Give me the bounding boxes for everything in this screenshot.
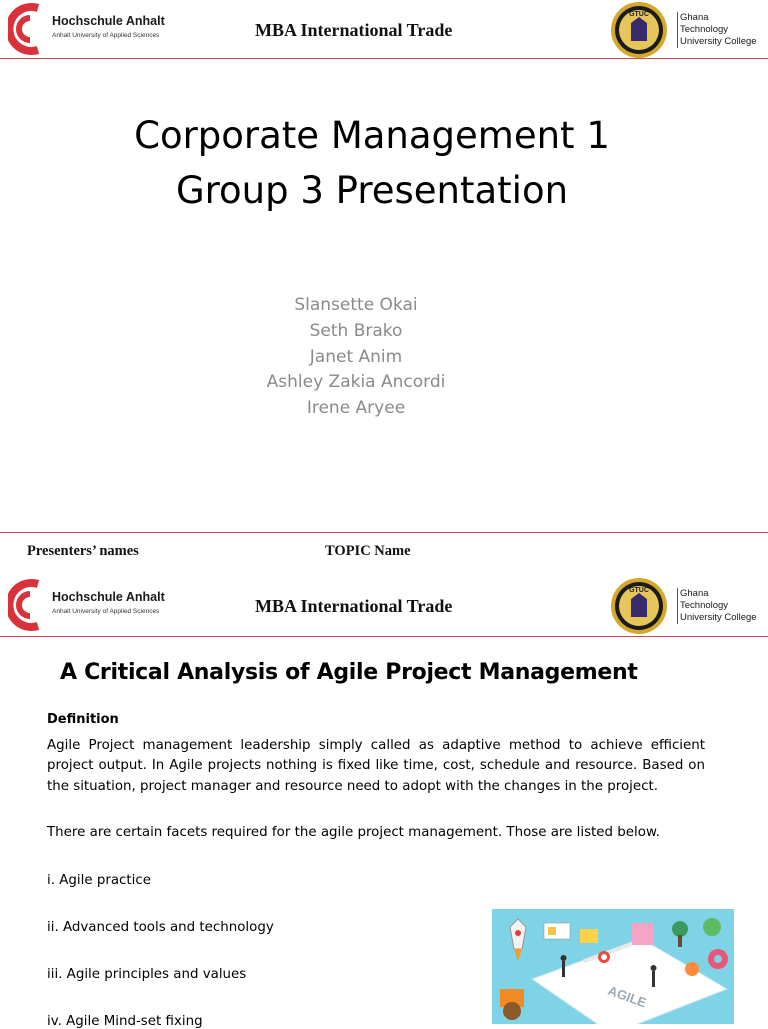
presenter-name: Slansette Okai — [294, 295, 418, 315]
hochschule-anhalt-mark-icon — [8, 578, 44, 632]
gtuc-seal-label: GTUC — [629, 587, 649, 594]
header-divider — [0, 58, 768, 59]
program-title: MBA International Trade — [255, 596, 453, 616]
institution-subtitle: Anhalt University of Applied Sciences — [52, 32, 160, 39]
gtuc-seal-icon — [610, 577, 668, 635]
presenter-name: Irene Aryee — [306, 398, 406, 419]
facet-item: iv. Agile Mind-set fixing — [47, 1014, 203, 1029]
partner-name-line: Ghana — [680, 588, 709, 599]
institution-subtitle: Anhalt University of Applied Sciences — [52, 608, 160, 615]
partner-name-line: University College — [680, 36, 757, 47]
facet-item: i. Agile practice — [47, 873, 151, 888]
presenter-name: Janet Anim — [309, 346, 403, 367]
presenter-name: Seth Brako — [309, 320, 403, 341]
slide1-header — [0, 0, 768, 60]
hochschule-anhalt-logo — [8, 578, 178, 632]
footer-topic-label: TOPIC Name — [325, 543, 411, 559]
facet-item: iii. Agile principles and values — [47, 967, 247, 982]
hochschule-anhalt-mark-icon — [8, 2, 44, 56]
presenter-list — [0, 293, 712, 422]
definition-paragraph: Agile Project management leadership simply called as adaptive method to achieve efficient project output. In Agile projects nothing is fixed like time, cost, schedule and resource. Based on the situation, project manager and resource need to adopt with the changes in the project. — [47, 738, 705, 794]
gtuc-seal-icon — [610, 1, 668, 59]
partner-name — [677, 12, 757, 48]
header-divider — [0, 636, 768, 637]
partner-name — [677, 588, 757, 624]
gtuc-seal-label: GTUC — [629, 11, 649, 18]
agile-illustration-label: AGILE — [605, 982, 649, 1011]
slide-title-line1: Corporate Management 1 — [134, 114, 610, 157]
facet-item: ii. Advanced tools and technology — [47, 920, 274, 935]
slide-title-line2: Group 3 Presentation — [175, 169, 569, 212]
partner-name-line: University College — [680, 612, 757, 623]
program-title: MBA International Trade — [255, 20, 453, 40]
footer-divider — [0, 532, 768, 533]
footer-presenters-label: Presenters’ names — [27, 543, 139, 559]
partner-name-line: Ghana — [680, 12, 709, 23]
partner-name-line: Technology — [680, 24, 729, 35]
agile-illustration-graphic — [492, 909, 734, 1024]
institution-name: Hochschule Anhalt — [52, 14, 165, 28]
definition-heading: Definition — [47, 712, 119, 727]
partner-name-line: Technology — [680, 600, 729, 611]
slide2-title: A Critical Analysis of Agile Project Management — [60, 660, 638, 685]
agile-illustration — [492, 909, 734, 1024]
presenter-name: Ashley Zakia Ancordi — [266, 372, 446, 393]
slide2-header — [0, 576, 768, 636]
facets-intro: There are certain facets required for the agile project management. Those are listed below. — [47, 825, 660, 840]
hochschule-anhalt-logo — [8, 2, 178, 56]
institution-name: Hochschule Anhalt — [52, 590, 165, 604]
